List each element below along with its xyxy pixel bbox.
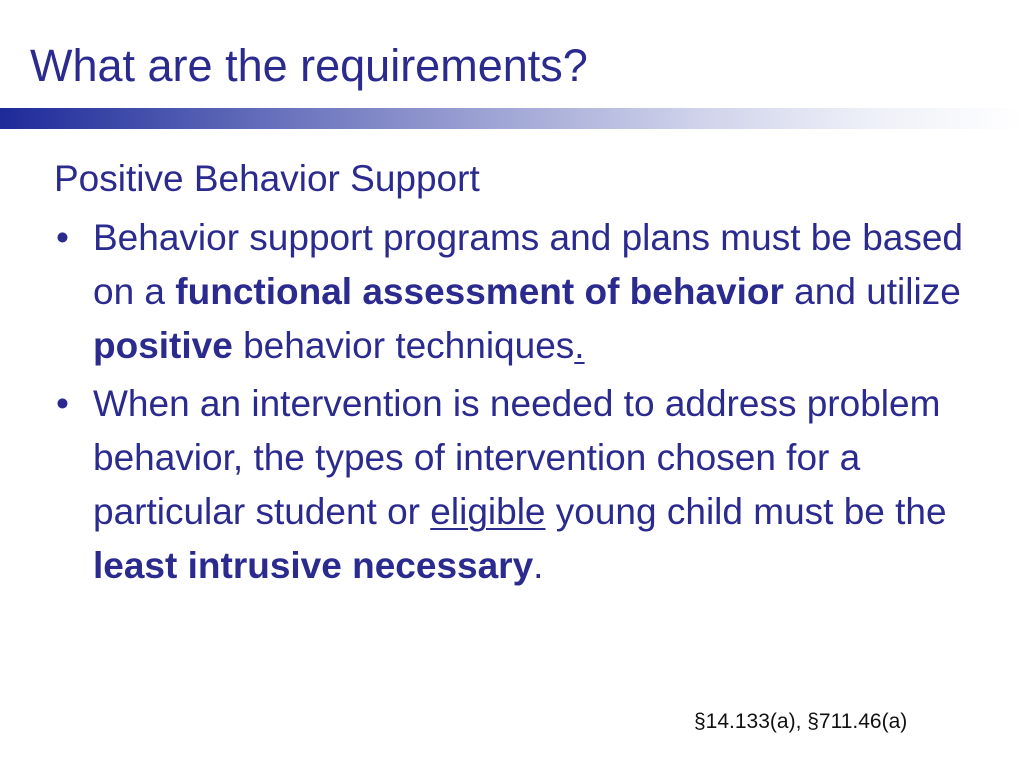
bullet-text: . [533, 545, 544, 586]
slide-content [54, 152, 984, 597]
bullet-text: Behavior support programs and plans must be based on a [93, 217, 964, 312]
bullet-marker: • [56, 217, 69, 258]
emphasis-functional-assessment: functional assessment of behavior [175, 271, 784, 312]
bullet-text: and utilize [783, 271, 961, 312]
bullet-text: young child must be the [545, 491, 947, 532]
slide-title: What are the requirements? [30, 40, 588, 91]
section-subheading: Positive Behavior Support [54, 158, 480, 199]
underlined-eligible: eligible [430, 491, 546, 532]
bullet-text: behavior techniques [232, 325, 575, 366]
bullet-list [54, 211, 984, 593]
title-gradient-rule [0, 108, 1024, 129]
bullet-item-functional-assessment [54, 211, 984, 373]
bullet-text: When an intervention is needed to address problem behavior, the types of intervention chosen for a particular student or [93, 383, 941, 532]
emphasis-positive: positive [93, 325, 233, 366]
bullet-item-least-intrusive [54, 377, 984, 593]
bullet-marker: • [56, 383, 69, 424]
regulation-citation: §14.133(a), §711.46(a) [694, 710, 908, 733]
emphasis-least-intrusive: least intrusive necessary [93, 545, 534, 586]
underlined-period: . [574, 325, 585, 366]
